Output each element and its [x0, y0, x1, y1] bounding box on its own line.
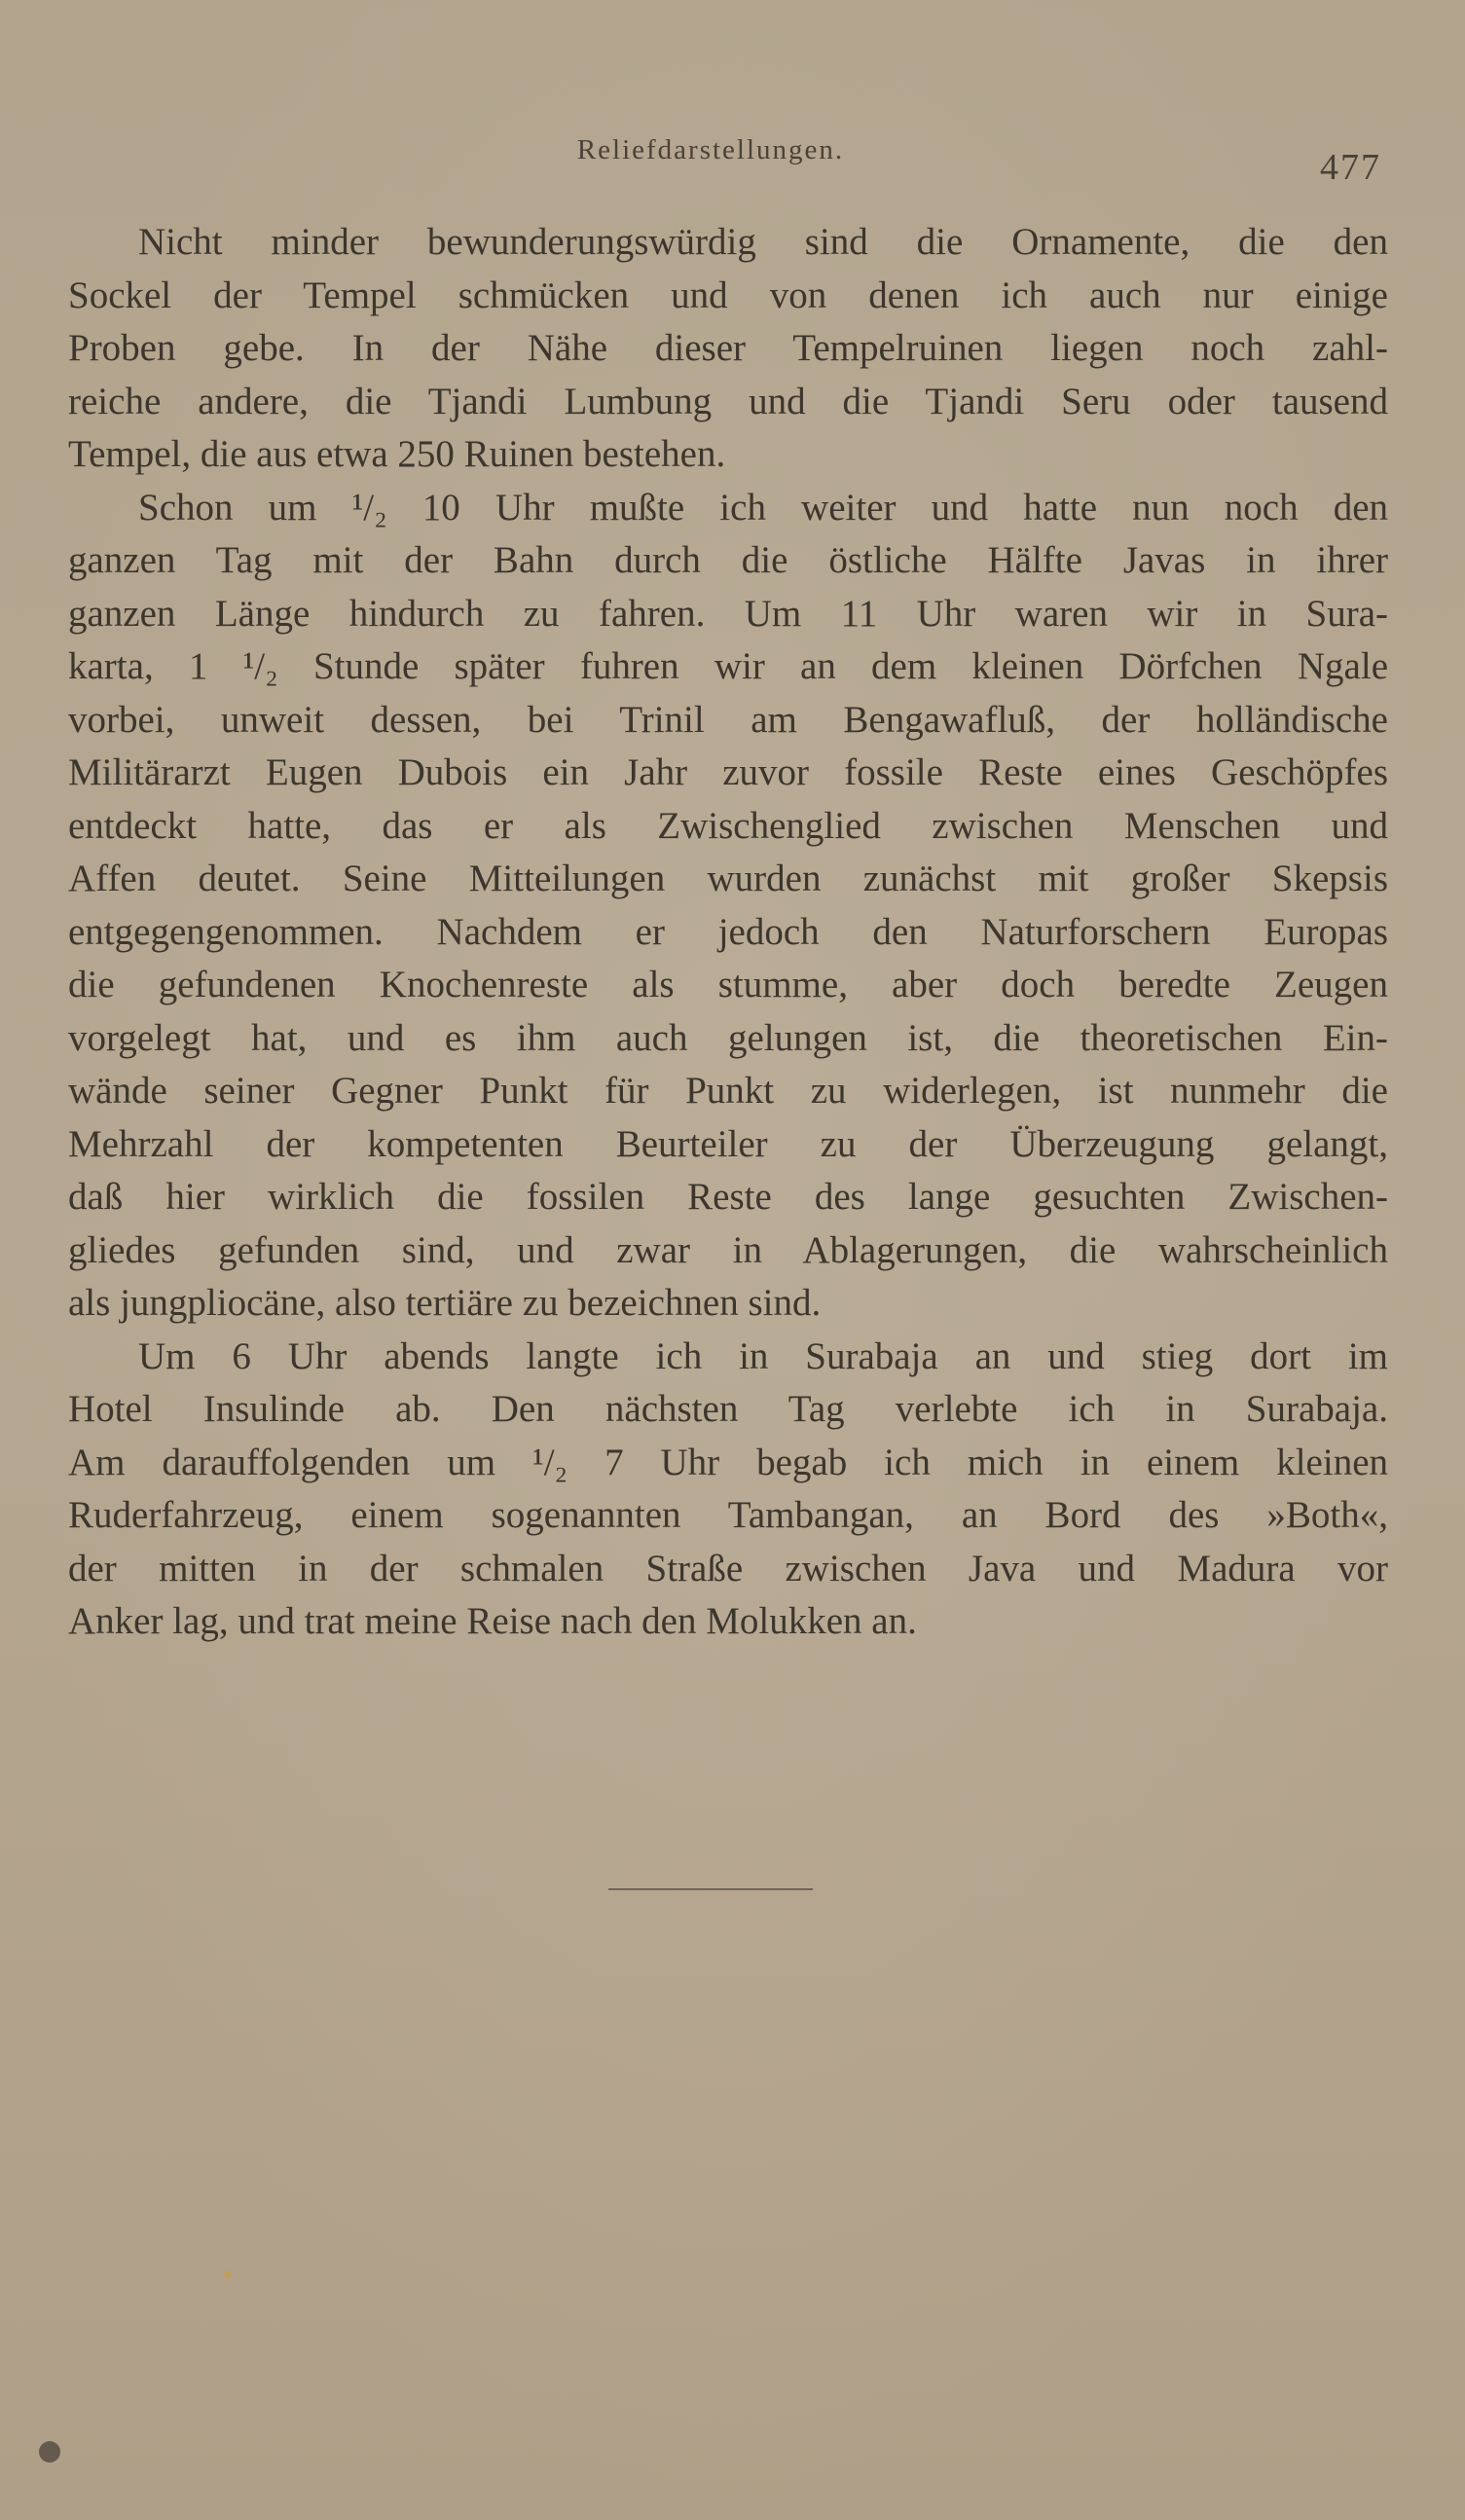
text-line: Schon um ¹/₂ 10 Uhr mußte ich weiter und hatte nun noch den — [138, 486, 1388, 529]
text-line: die gefundenen Knochenreste als stumme, aber doch beredte Zeugen — [68, 964, 1388, 1005]
paragraph-3 — [68, 1331, 1388, 1649]
text-line: Mehrzahl der kompetenten Beurteiler zu der Überzeugung gelangt, — [68, 1122, 1388, 1165]
text-line: wände seiner Gegner Punkt für Punkt zu widerlegen, ist nunmehr die — [68, 1070, 1388, 1112]
paragraph-1 — [68, 216, 1388, 482]
text-line: Tempel, die aus etwa 250 Ruinen bestehen. — [68, 433, 726, 475]
text-line: Proben gebe. In der Nähe dieser Tempelruinen liegen noch zahl- — [68, 327, 1388, 369]
paragraph-2 — [68, 482, 1388, 1331]
text-line: ganzen Länge hindurch zu fahren. Um 11 Uhr waren wir in Sura- — [68, 592, 1388, 635]
page-number: 477 — [1320, 147, 1381, 188]
text-line: reiche andere, die Tjandi Lumbung und die Tjandi Seru oder tausend — [68, 380, 1388, 422]
paper-stain — [39, 2441, 60, 2463]
text-line: daß hier wirklich die fossilen Reste des lange gesuchten Zwischen- — [68, 1176, 1388, 1218]
text-line: entgegengenommen. Nachdem er jedoch den Naturforschern Europas — [68, 910, 1388, 953]
text-line: als jungpliocäne, also tertiäre zu bezeichnen sind. — [68, 1282, 822, 1324]
text-line: karta, 1 ¹/₂ Stunde später fuhren wir an dem kleinen Dörfchen Ngale — [68, 645, 1388, 687]
section-end-rule — [608, 1888, 813, 1890]
text-line: Anker lag, und trat meine Reise nach den Molukken an. — [68, 1600, 917, 1642]
body-text — [68, 216, 1388, 1649]
text-line: Um 6 Uhr abends langte ich in Surabaja an und stieg dort im — [138, 1334, 1388, 1377]
text-line: gliedes gefunden sind, und zwar in Ablagerungen, die wahrscheinlich — [68, 1228, 1388, 1271]
paper-stain — [224, 2271, 232, 2279]
text-line: entdeckt hatte, das er als Zwischenglied zwischen Menschen und — [68, 804, 1388, 847]
text-line: der mitten in der schmalen Straße zwischen Java und Madura vor — [68, 1547, 1388, 1589]
running-title: Reliefdarstellungen. — [576, 134, 845, 165]
text-line: Ruderfahrzeug, einem sogenannten Tambangan, an Bord des »Both«, — [68, 1494, 1388, 1536]
text-line: Am darauffolgenden um ¹/₂ 7 Uhr begab ich mich in einem kleinen — [68, 1441, 1388, 1483]
text-line: Sockel der Tempel schmücken und von denen ich auch nur einige — [68, 274, 1388, 316]
text-line: Militärarzt Eugen Dubois ein Jahr zuvor fossile Reste eines Geschöpfes — [68, 751, 1388, 793]
text-line: vorgelegt hat, und es ihm auch gelungen ist, die theoretischen Ein- — [68, 1016, 1388, 1059]
text-line: Nicht minder bewunderungswürdig sind die Ornamente, die den — [138, 221, 1388, 263]
text-line: Affen deutet. Seine Mitteilungen wurden zunächst mit großer Skepsis — [68, 858, 1388, 899]
text-line: vorbei, unweit dessen, bei Trinil am Bengawafluß, der holländische — [68, 698, 1388, 741]
text-line: Hotel Insulinde ab. Den nächsten Tag verlebte ich in Surabaja. — [68, 1388, 1388, 1430]
text-line: ganzen Tag mit der Bahn durch die östliche Hälfte Javas in ihrer — [68, 539, 1388, 581]
